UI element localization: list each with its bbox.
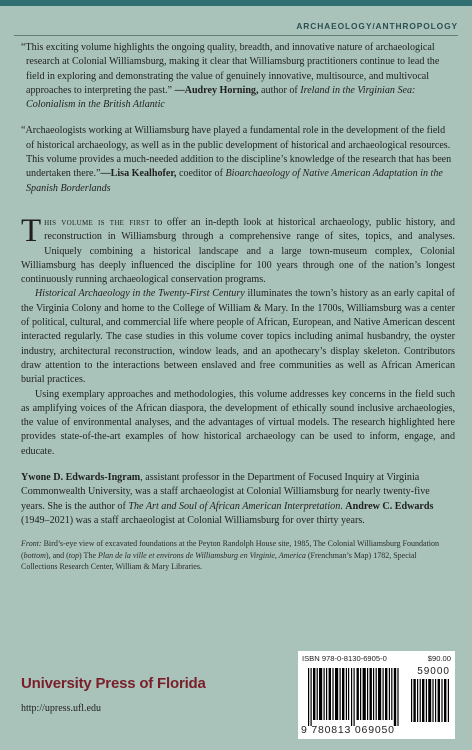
credit-text: Bird’s-eye view of excavated foundations at the Peyton Randolph House site, 1985, The Colonial Williamsburg Foundation ( — [21, 539, 439, 560]
drop-cap: T — [21, 212, 42, 249]
author-bio-2: (1949–2021) was a staff archaeologist at Colonial Williamsburg for over thirty years. — [21, 514, 365, 526]
blurb-affiliation: author of — [258, 84, 301, 96]
blurb-work-title: Ireland in the Virginian Sea: Colonialism in the British Atlantic — [26, 84, 416, 111]
blurb-work-title: Bioarchaeology of Native American Adaptation in the Spanish Borderlands — [26, 168, 443, 194]
description-paragraph-3: Using exemplary approaches and methodologies, this volume addresses key concerns in the field such as amplifying voices of the African diaspora, the development of ethically sound inclusive archaeologies, the value of environmental analyses, and the advantages of virtual models. The research highlighted here provides state-of-the-art examples of how historical archaeology can be used to inform, engage, and educate. — [21, 388, 455, 457]
barcode-icon — [304, 668, 408, 726]
author-bio-1: , assistant professor in the Department of Focused Inquiry at Virginia Commonwealth University, was a staff archaeologist at Colonial Williamsburg for nearly twenty-five years. She is the author of — [21, 472, 430, 512]
blurb-attribution: —Lisa Kealhofer, — [100, 168, 177, 180]
publisher-logo: University Press of Florida — [21, 675, 206, 692]
book-title: Historical Archaeology in the Twenty-First Century — [35, 288, 245, 300]
author-book-title: The Art and Soul of African American Interpretation — [128, 500, 341, 512]
credit-top-label: top — [68, 550, 80, 560]
description-paragraph-2 — [21, 287, 455, 387]
blurb-affiliation: coeditor of — [176, 168, 226, 180]
author-name-1: Ywone D. Edwards-Ingram — [21, 472, 141, 484]
paragraph-text: illuminates the town’s history as an early capital of the Virginia Colony and home to the College of William & Mary. In the 1700s, Williamsburg was a center of political, cultural, and commercial life where people of African, European, and Native American descent interacted regularly. The case studies in this volume cover topics including animal husbandry, the oyster industry, architectural reconstruction, window leads, and an apothecary’s display skeleton. Contributors draw attention to the interactions between enslaved and free communities as well as African American burial practices. — [21, 288, 455, 386]
blurb-quote: “Archaeologists working at Williamsburg have played a fundamental role in the development of the field of historical archaeology, as well as in the public development of historical and archaeological resources. This volume provides a much-needed addition to the discipline’s knowledge of the research that has been undertaken there.” — [21, 125, 452, 180]
credit-front-label: Front: — [21, 539, 42, 549]
paragraph-text: to offer an in-depth look at historical archaeology, public history, and reconstruction in Williamsburg through a comprehensive range of sites, topics, and analyses. Uniquely combining a historical landscape and a large town-museum complex, Colonial Williamsburg has deeply influenced the discipline for 100 years through one of the nation’s longest continuously running archaeological conservation programs. — [21, 216, 456, 286]
credit-text: (Frenchman’s Map) 1782, Special Collections Research Center, William & Mary Libraries. — [21, 550, 417, 572]
blurb-quote: “This exciting volume highlights the ongoing quality, breadth, and innovative nature of archaeological research at Colonial Williamsburg, making it clear that Williamsburg practitioners continue to lead the field in exploring and demonstrating the value of genuinely innovative, multisource, and multivocal approaches to interpreting the past.” — [21, 42, 440, 96]
barcode-digits: 9 780813 069050 — [301, 724, 395, 736]
header-rule — [14, 35, 458, 36]
lead-in: his volume is the first — [44, 216, 150, 228]
price: $90.00 — [427, 654, 451, 663]
blurb-kealhofer — [21, 124, 455, 195]
credit-map-title: Plan de la ville et environs de Williamsburg en Virginie, America — [98, 550, 306, 560]
description-paragraph-1 — [21, 212, 456, 287]
back-cover-text — [21, 41, 455, 572]
isbn-number: ISBN 978-0-8130-6905-0 — [302, 654, 387, 663]
bio-punctuation: . — [340, 500, 346, 512]
top-color-band — [0, 0, 472, 6]
addon-barcode-icon — [411, 679, 451, 722]
blurb-attribution: —Audrey Horning, — [174, 84, 259, 96]
publisher-url[interactable]: http://upress.ufl.edu — [21, 703, 101, 714]
price-code: 59000 — [417, 666, 450, 677]
author-name-2: Andrew C. Edwards — [345, 500, 434, 512]
isbn-line — [302, 654, 451, 663]
credit-text: ) The — [79, 550, 98, 560]
author-bios — [21, 471, 455, 528]
category-label: ARCHAEOLOGY/ANTHROPOLOGY — [296, 21, 458, 31]
isbn-barcode — [298, 651, 455, 739]
book-description — [21, 212, 456, 459]
cover-image-credit — [21, 538, 455, 572]
credit-bottom-label: bottom — [23, 550, 46, 560]
credit-text: ), and ( — [45, 550, 69, 560]
blurb-horning — [21, 41, 455, 112]
